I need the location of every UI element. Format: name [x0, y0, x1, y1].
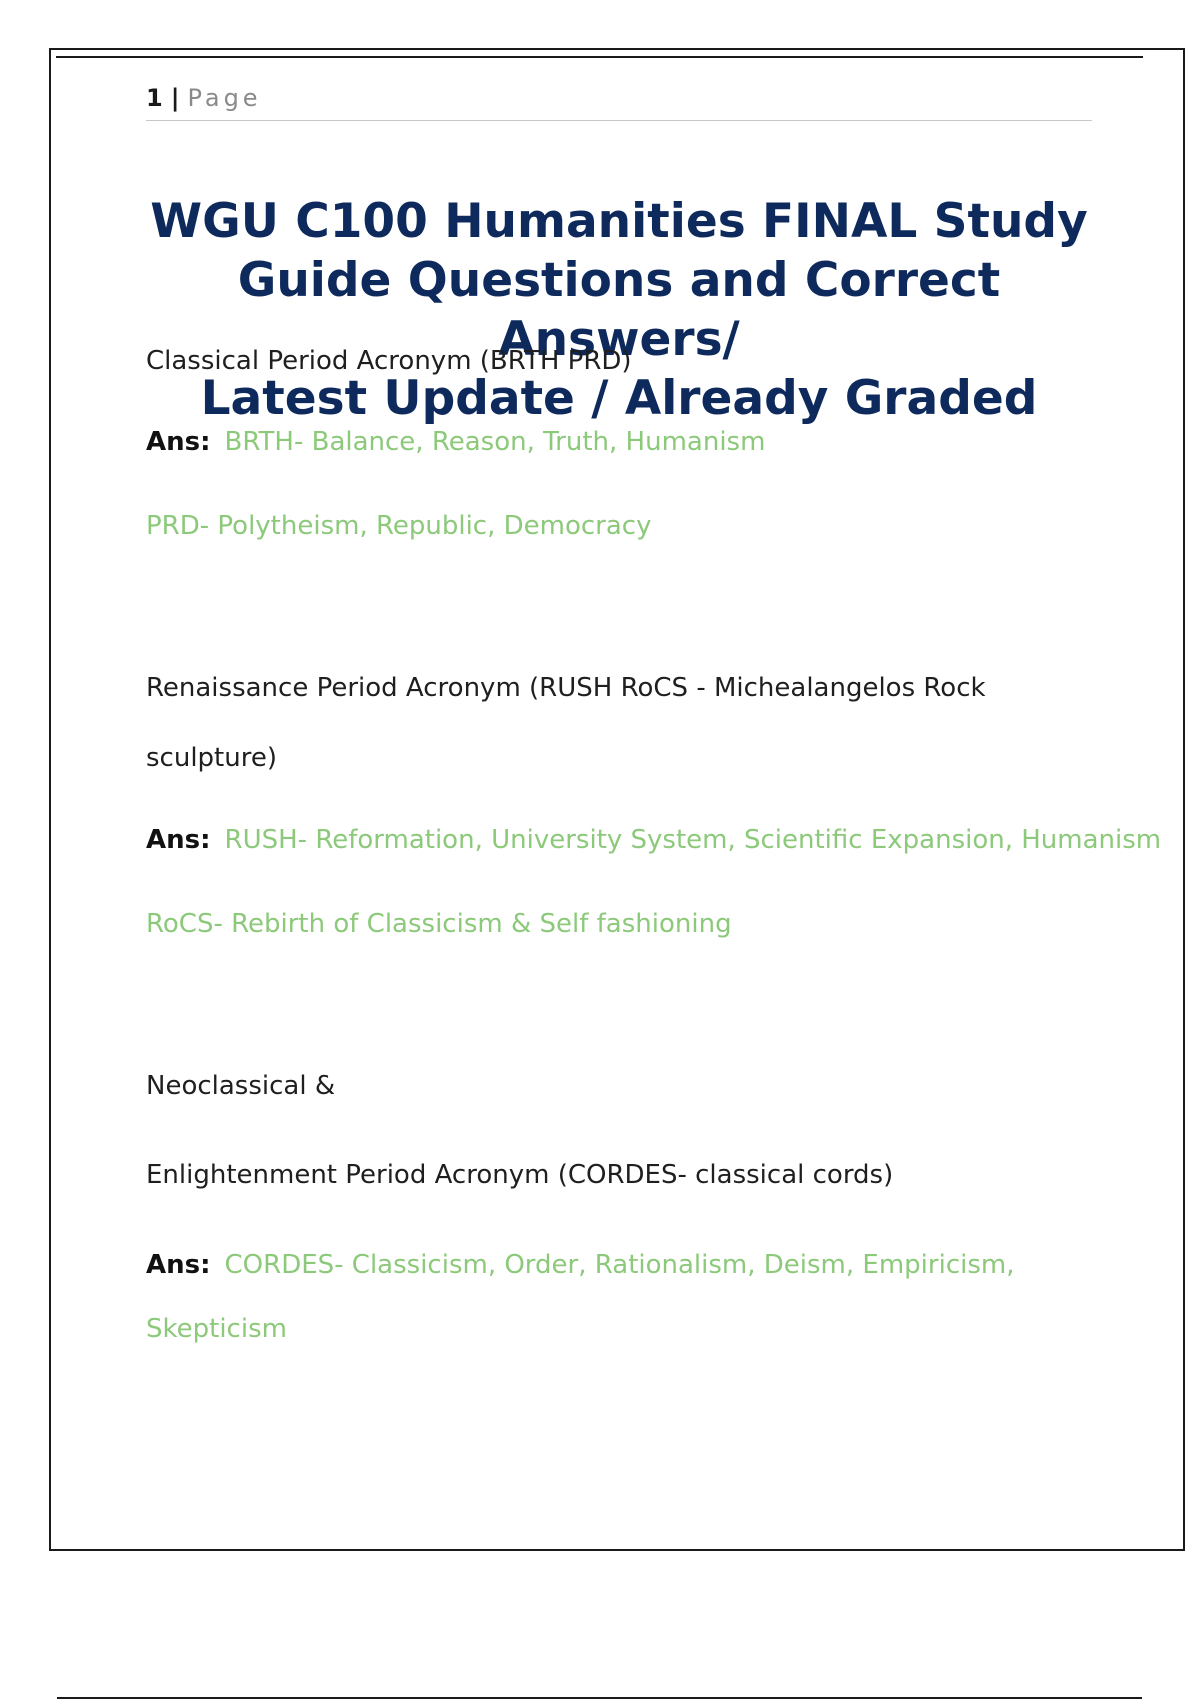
answer-1-line-1	[146, 427, 765, 457]
page-label: Page	[187, 84, 262, 112]
answer-3-text-1: CORDES- Classicism, Order, Rationalism, Deism, Empiricism,	[224, 1250, 1015, 1280]
answer-1-text-1: BRTH- Balance, Reason, Truth, Humanism	[224, 427, 766, 457]
question-2-line-1: Renaissance Period Acronym (RUSH RoCS - Michealangelos Rock	[146, 673, 986, 703]
answer-1-line-2: PRD- Polytheism, Republic, Democracy	[146, 511, 652, 541]
question-1-line-1: Classical Period Acronym (BRTH PRD)	[146, 346, 632, 376]
answer-2-line-2: RoCS- Rebirth of Classicism & Self fashioning	[146, 909, 732, 939]
question-3-line-2: Enlightenment Period Acronym (CORDES- classical cords)	[146, 1160, 894, 1190]
ans-label: Ans:	[146, 427, 211, 457]
page-separator: |	[170, 84, 180, 112]
page-header	[146, 76, 1092, 121]
ans-label: Ans:	[146, 1250, 211, 1280]
question-3-line-1: Neoclassical &	[146, 1071, 336, 1101]
bottom-rule	[57, 1697, 1142, 1699]
answer-3-line-2: Skepticism	[146, 1314, 287, 1344]
page-frame	[49, 48, 1185, 1551]
title-line-3: Latest Update / Already Graded	[200, 371, 1038, 426]
question-2-line-2: sculpture)	[146, 743, 277, 773]
top-rule	[56, 56, 1143, 58]
document-title	[111, 192, 1127, 428]
title-line-2: Guide Questions and Correct Answers/	[237, 253, 1001, 367]
title-line-1: WGU C100 Humanities FINAL Study	[150, 194, 1088, 249]
ans-label: Ans:	[146, 825, 211, 855]
page-number: 1	[146, 84, 163, 112]
answer-2-line-1	[146, 825, 1161, 855]
answer-3-line-1	[146, 1250, 1014, 1280]
answer-2-text-1: RUSH- Reformation, University System, Scientific Expansion, Humanism	[224, 825, 1162, 855]
